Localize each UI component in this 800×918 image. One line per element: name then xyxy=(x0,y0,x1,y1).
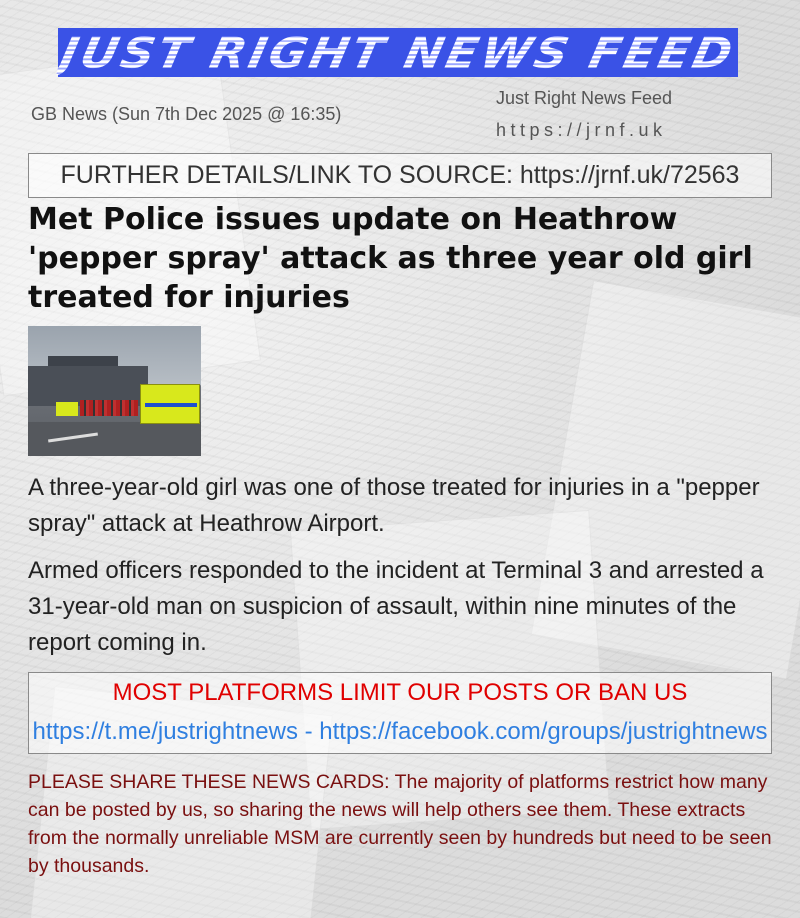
article-paragraph: A three-year-old girl was one of those treated for injuries in a "pepper spray" attack at Heathrow Airport. xyxy=(28,474,760,537)
platform-warning: MOST PLATFORMS LIMIT OUR POSTS OR BAN US xyxy=(112,679,688,706)
article-photo xyxy=(28,326,201,456)
source-link-box[interactable] xyxy=(28,153,772,198)
site-name: Just Right News Feed xyxy=(496,88,673,108)
banner-title: JUST RIGHT NEWS FEED xyxy=(56,27,740,78)
article-headline: Met Police issues update on Heathrow 'pepper spray' attack as three year old girl treated for injuries xyxy=(28,202,753,315)
social-links[interactable]: https://t.me/justrightnews - https://facebook.com/groups/justrightnews xyxy=(32,718,768,745)
source-link-text[interactable]: FURTHER DETAILS/LINK TO SOURCE: https://jrnf.uk/72563 xyxy=(60,161,740,189)
site-url[interactable]: https://jrnf.uk xyxy=(496,120,667,140)
article-paragraph: Armed officers responded to the incident at Terminal 3 and arrested a 31-year-old man on suspicion of assault, within nine minutes of the report coming in. xyxy=(28,557,764,656)
promo-box xyxy=(28,672,772,754)
share-note: PLEASE SHARE THESE NEWS CARDS: The majority of platforms restrict how many can be posted by us, so sharing the news will help others see them. These extracts from the normally unreliable MSM are currently seen by hundreds but need to be seen by thousands. xyxy=(28,771,772,877)
site-banner xyxy=(58,28,738,77)
source-attribution: GB News (Sun 7th Dec 2025 @ 16:35) xyxy=(31,104,342,124)
